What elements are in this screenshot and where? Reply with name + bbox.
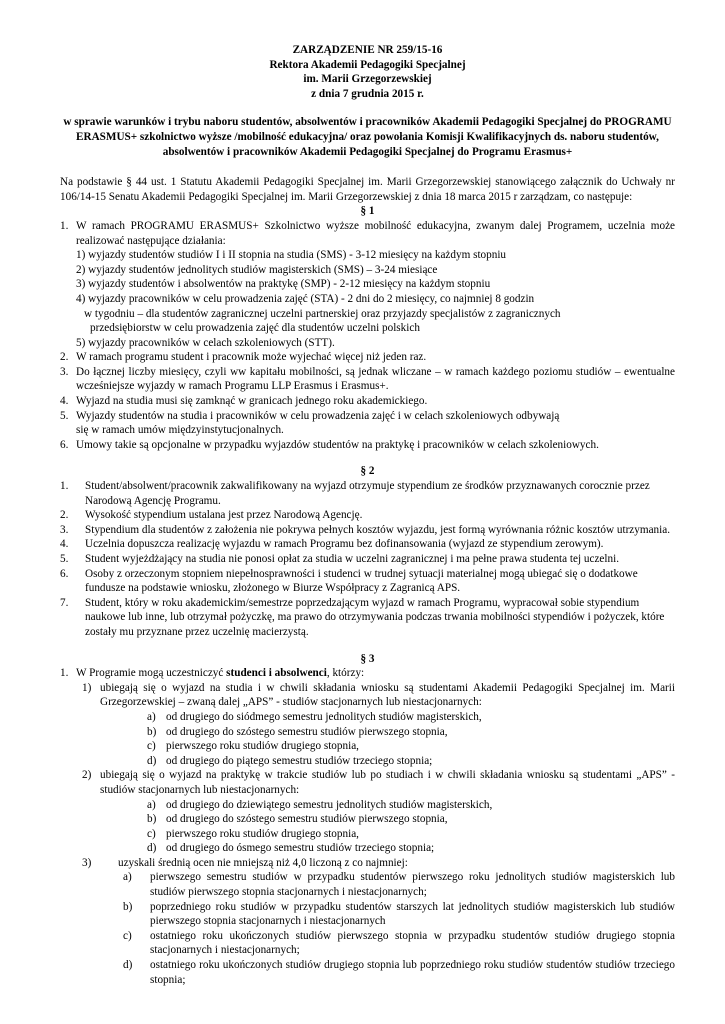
condition-text: uzyskali średnią ocen nie mniejszą niż 4,0 liczoną z co najmniej: bbox=[118, 856, 408, 869]
item-text-pre: W Programie mogą uczestniczyć bbox=[76, 667, 227, 680]
item-text: Student/absolwent/pracownik zakwalifikowany na wyjazd otrzymuje stypendium ze środków przyznawanych corocznie przez Narodową Agencję Programu. bbox=[85, 480, 650, 507]
section-2-heading: § 2 bbox=[360, 465, 375, 478]
s3-condition-2-b bbox=[60, 812, 675, 827]
item-text: Wysokość stypendium ustalana jest przez Narodową Agencję. bbox=[85, 509, 363, 522]
subitem-text: od drugiego do dziewiątego semestru jednolitych studiów magisterskich, bbox=[166, 798, 493, 811]
s3-condition-3 bbox=[60, 856, 675, 871]
item-text: Uczelnia dopuszcza realizację wyjazdu w ramach Programu bez dofinansowania (wyjazd ze stypendium zerowym). bbox=[85, 538, 604, 551]
s3-condition-1-c bbox=[60, 739, 675, 754]
subitem-letter: c) bbox=[147, 740, 156, 753]
item-text-emphasis: studenci i absolwenci bbox=[226, 667, 327, 680]
subitem-text: pierwszego semestru studiów w przypadku studentów pierwszego roku jednolitych studiów magisterskich lub studiów pierwszego stopnia stacjonarnych i niestacjonarnych; bbox=[150, 871, 675, 899]
subitem-text: od drugiego do szóstego semestru studiów pierwszego stopnia, bbox=[166, 725, 448, 738]
subitem-letter: b) bbox=[147, 813, 157, 826]
item-number: 1. bbox=[60, 480, 69, 493]
legal-basis-intro: Na podstawie § 44 ust. 1 Statutu Akademii Pedagogiki Specjalnej im. Marii Grzegorzewskiej stanowiącego załącznik do Uchwały nr 106/14-15 Senatu Akademii Pedagogiki Specjalnej im. Marii Grzegorzewskiej z dnia 18 marca 2015 r zarządzam, co następuje: bbox=[60, 176, 675, 203]
issuer-name-line: im. Marii Grzegorzewskiej bbox=[303, 73, 432, 86]
item-number: 7. bbox=[60, 596, 69, 609]
item-text: Wyjazd na studia musi się zamknąć w granicach jednego roku akademickiego. bbox=[76, 395, 428, 408]
item-number: 6. bbox=[60, 438, 69, 451]
document-date: z dnia 7 grudnia 2015 r. bbox=[311, 87, 424, 100]
s2-item-5 bbox=[60, 552, 675, 567]
s3-condition-1-b bbox=[60, 725, 675, 740]
section-3-heading: § 3 bbox=[360, 652, 375, 665]
s3-item-1 bbox=[60, 666, 675, 681]
s1-activity-4-line-2: w tygodniu – dla studentów zagranicznej uczelni partnerskiej oraz przyjazdy specjalistów z zagranicznych bbox=[84, 307, 561, 320]
s1-activity-3: 3) wyjazdy studentów i absolwentów na praktykę (SMP) - 2-12 miesięcy na każdym stopniu bbox=[76, 278, 491, 291]
item-text: Student, który w roku akademickim/semestrze poprzedzającym wyjazd w ramach Programu, wypracował sobie stypendium naukowe lub inne, lub otrzymał pożyczkę, ma prawo do otrzymywania podczas trwania mobilności stypendiów i pożyczek, które zostały mu przyznane przez uczelnię macierzystą. bbox=[85, 596, 665, 638]
item-number: 3. bbox=[60, 523, 69, 536]
subitem-text: od drugiego do piątego semestru studiów trzeciego stopnia; bbox=[166, 754, 433, 767]
subitem-letter: c) bbox=[123, 929, 132, 942]
item-text: W ramach programu student i pracownik może wyjechać więcej niż jeden raz. bbox=[76, 351, 427, 364]
s3-condition-3-b bbox=[60, 900, 675, 929]
item-number: 5. bbox=[60, 553, 69, 565]
s3-condition-2-a bbox=[60, 798, 675, 813]
s1-item-1 bbox=[60, 219, 675, 248]
s1-activity-4 bbox=[76, 292, 675, 336]
s1-activity-1: 1) wyjazdy studentów studiów I i II stopnia na studia (SMS) - 3-12 miesięcy na każdym stopniu bbox=[76, 249, 507, 262]
item-number: 2. bbox=[60, 351, 69, 364]
subitem-text: od drugiego do szóstego semestru studiów pierwszego stopnia, bbox=[166, 813, 448, 826]
s2-item-6 bbox=[60, 567, 675, 596]
condition-text: ubiegają się o wyjazd na studia i w chwili składania wniosku są studentami Akademii Pedagogiki Specjalnej im. Marii Grzegorzewskiej – zwaną dalej „APS” - studiów stacjonarnych lub niestacjonarnych: bbox=[100, 681, 675, 709]
subitem-letter: d) bbox=[123, 959, 133, 972]
s2-item-1 bbox=[60, 479, 675, 508]
item-text-line-1: Wyjazdy studentów na studia i pracowników w celu prowadzenia zajęć i w celach szkoleniowych odbywają bbox=[76, 409, 560, 422]
s3-condition-2-d bbox=[60, 841, 675, 856]
section-1-heading: § 1 bbox=[360, 205, 375, 218]
s3-condition-1-d bbox=[60, 754, 675, 769]
s1-item-3 bbox=[60, 365, 675, 394]
item-text-line-2: się w ramach umów międzyinstytucjonalnych. bbox=[76, 424, 284, 437]
item-number: 2. bbox=[60, 509, 69, 522]
s1-item-6 bbox=[60, 438, 675, 453]
subitem-text: ostatniego roku ukończonych studiów pierwszego stopnia w przypadku studentów studiów drugiego stopnia stacjonarnych i niestacjonarnych; bbox=[150, 929, 675, 957]
item-number: 1. bbox=[60, 667, 69, 680]
s1-activity-5: 5) wyjazdy pracowników w celach szkoleniowych (STT). bbox=[76, 336, 335, 349]
item-number: 4. bbox=[60, 538, 69, 551]
item-text-post: , którzy: bbox=[326, 667, 365, 680]
s3-condition-1 bbox=[60, 681, 675, 710]
s3-condition-3-c bbox=[60, 929, 675, 958]
condition-number: 2) bbox=[82, 769, 92, 782]
document-header bbox=[60, 43, 675, 101]
subitem-text: pierwszego roku studiów drugiego stopnia, bbox=[166, 827, 359, 840]
s2-item-4 bbox=[60, 537, 675, 552]
item-text bbox=[76, 666, 675, 681]
s3-condition-1-a bbox=[60, 710, 675, 725]
condition-number: 3) bbox=[82, 856, 92, 869]
s1-activity-4-line-1: 4) wyjazdy pracowników w celu prowadzenia zajęć (STA) - 2 dni do 2 miesięcy, co najmniej 8 godzin bbox=[76, 292, 535, 305]
item-text: Umowy takie są opcjonalne w przypadku wyjazdów studentów na praktykę i pracowników w celach szkoleniowych. bbox=[76, 438, 599, 451]
item-number: 6. bbox=[60, 567, 69, 580]
condition-number: 1) bbox=[82, 681, 92, 694]
s2-item-2 bbox=[60, 508, 675, 523]
issuer-line: Rektora Akademii Pedagogiki Specjalnej bbox=[269, 58, 466, 71]
condition-text: ubiegają się o wyjazd na praktykę w trakcie studiów lub po studiach i w chwili składania wniosku są studentami „APS” - studiów stacjonarnych lub niestacjonarnych: bbox=[100, 769, 675, 796]
subitem-letter: a) bbox=[147, 710, 156, 723]
subitem-letter: b) bbox=[147, 725, 157, 738]
subitem-text: ostatniego roku ukończonych studiów drugiego stopnia lub poprzedniego roku studiów studentów studiów trzeciego stopnia; bbox=[150, 959, 675, 986]
item-text: W ramach PROGRAMU ERASMUS+ Szkolnictwo wyższe mobilność edukacyjna, zwanym dalej Programem, uczelnia może realizować następujące działania: bbox=[76, 219, 675, 247]
subitem-text: od drugiego do siódmego semestru jednolitych studiów magisterskich, bbox=[166, 710, 482, 723]
subitem-letter: c) bbox=[147, 827, 156, 840]
s3-condition-2 bbox=[60, 768, 675, 797]
s1-activity-4-line-3: przedsiębiorstw w celu prowadzenia zajęć dla studentów uczelni polskich bbox=[90, 322, 420, 335]
s1-item-5 bbox=[60, 409, 675, 438]
s2-item-7 bbox=[60, 596, 675, 640]
subitem-letter: d) bbox=[147, 754, 157, 767]
item-number: 4. bbox=[60, 395, 69, 408]
subitem-letter: a) bbox=[147, 798, 156, 811]
subitem-text: poprzedniego roku studiów w przypadku studentów starszych lat jednolitych studiów magisterskich lub studiów pierwszego stopnia stacjonarnych i niestacjonarnych bbox=[150, 900, 675, 928]
s2-item-3 bbox=[60, 523, 675, 538]
item-text: Stypendium dla studentów z założenia nie pokrywa pełnych kosztów wyjazdu, jest formą wyrównania różnic kosztów utrzymania. bbox=[85, 523, 671, 536]
item-number: 5. bbox=[60, 409, 69, 422]
s3-condition-3-a bbox=[60, 870, 675, 899]
subitem-letter: d) bbox=[147, 842, 157, 855]
s1-item-4 bbox=[60, 394, 675, 409]
document-title: ZARZĄDZENIE NR 259/15-16 bbox=[292, 44, 443, 56]
s1-item-2 bbox=[60, 350, 675, 365]
subitem-text: pierwszego roku studiów drugiego stopnia, bbox=[166, 740, 359, 753]
subitem-text: od drugiego do ósmego semestru studiów trzeciego stopnia; bbox=[166, 842, 435, 855]
subitem-letter: a) bbox=[123, 871, 132, 884]
s3-condition-2-c bbox=[60, 827, 675, 842]
s1-activity-2: 2) wyjazdy studentów jednolitych studiów magisterskich (SMS) – 3-24 miesiące bbox=[76, 263, 438, 276]
item-text: Osoby z orzeczonym stopniem niepełnosprawności i studenci w trudnej sytuacji materialnej mogą ubiegać się o dodatkowe fundusze na podstawie wniosku, złożonego w Biurze Współpracy z Zagranicą APS. bbox=[85, 567, 638, 595]
subitem-letter: b) bbox=[123, 900, 133, 913]
item-number: 3. bbox=[60, 365, 69, 378]
document-subject: w sprawie warunków i trybu naboru studentów, absolwentów i pracowników Akademii Pedagogiki Specjalnej do PROGRAMU ERASMUS+ szkolnictwo wyższe /mobilność edukacyjna/ oraz powołania Komisji Kwalifikacyjnych ds. naboru studentów, absolwentów i pracowników Akademii Pedagogiki Specjalnej do Programu Erasmus+ bbox=[63, 116, 672, 158]
item-number: 1. bbox=[60, 219, 69, 232]
item-text: Student wyjeżdżający na studia nie ponosi opłat za studia w uczelni zagranicznej i ma pełne prawa studenta tej uczelni. bbox=[85, 553, 620, 565]
s3-condition-3-d bbox=[60, 958, 675, 987]
item-text: Do łącznej liczby miesięcy, czyli ww kapitału mobilności, są jednak wliczane – w ramach każdego poziomu studiów – ewentualne wcześniejsze wyjazdy w ramach Programu LLP Erasmus i Erasmus+. bbox=[76, 365, 675, 393]
